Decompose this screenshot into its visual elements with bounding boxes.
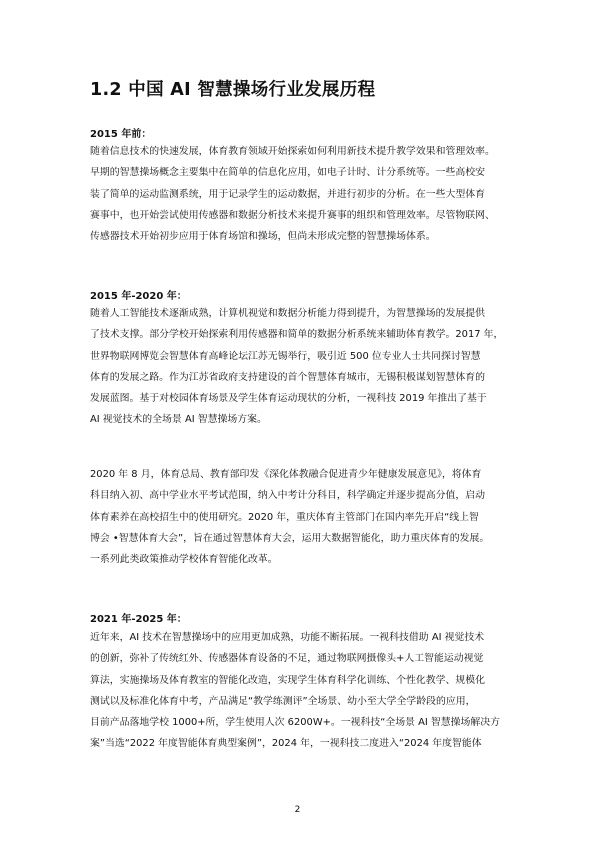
text-line: 了技术支撑。部分学校开始探索利用传感器和简单的数据分析系统来辅助体育教学。2017 年， (90, 329, 504, 341)
text-line: 博会 •智慧体育大会”，旨在通过智慧体育大会，运用大数据智能化，助力重庆体育的发展。 (90, 532, 490, 544)
text-line: AI 视觉技术的全场景 AI 智慧操场方案。 (90, 414, 267, 426)
text-line: 目前产品落地学校 1000+所，学生使用人次 6200W+。一视科技“全场景 AI 智慧操场解决方 (90, 717, 501, 729)
text-line: 的创新，弥补了传统红外、传感器体育设备的不足，通过物联网摄像头+人工智能运动视觉 (90, 653, 484, 665)
text-line: 赛事中，也开始尝试使用传感器和数据分析技术来提升赛事的组织和管理效率。尽管物联网、 (90, 209, 495, 221)
paragraph-2021-2025 (90, 627, 510, 755)
text-line: 随着信息技术的快速发展，体育教育领域开始探索如何利用新技术提升教学效果和管理效率。 (90, 146, 495, 157)
text-line: 算法，实施操场及体育教室的智能化改造，实现学生体育科学化训练、个性化教学、规模化 (90, 674, 486, 686)
section-heading-2021-2025: 2021 年-2025 年： (90, 614, 187, 625)
text-line: 发展蓝图。基于对校园体育场景及学生体育运动现状的分析，一视科技 2019 年推出了基于 (90, 393, 487, 405)
text-line: 体育素养在高校招生中的使用研究。2020 年，重庆体育主管部门在国内率先开启“线上智 (90, 511, 479, 523)
text-line: 科目纳入初、高中学业水平考试范围，纳入中考计分科目，科学确定并逐步提高分值，启动 (90, 490, 486, 502)
section-title: 1.2 中国 AI 智慧操场行业发展历程 (90, 80, 376, 100)
paragraph-pre-2015 (90, 141, 510, 247)
text-line: 体育的发展之路。作为江苏省政府支持建设的首个智慧体育城市，无锡积极谋划智慧体育的 (90, 371, 486, 383)
page-number: 2 (294, 805, 301, 815)
text-line: 随着人工智能技术逐渐成熟，计算机视觉和数据分析能力得到提升，为智慧操场的发展提供 (90, 308, 486, 319)
section-heading-2015-2020: 2015 年-2020 年： (90, 291, 187, 302)
text-line: 一系列此类政策推动学校体育智能化改革。 (90, 554, 278, 566)
text-line: 2020 年 8 月，体育总局、教育部印发《深化体教融合促进青少年健康发展意见》，将体育 (90, 469, 482, 480)
text-line: 装了简单的运动监测系统，用于记录学生的运动数据，并进行初步的分析。在一些大型体育 (90, 188, 486, 200)
section-heading-pre-2015: 2015 年前： (90, 129, 152, 140)
text-line: 测试以及标准化体育中考，产品满足“教学练测评”全场景、幼小至大学全学龄段的应用， (90, 695, 476, 707)
text-line: 世界物联网博览会智慧体育高峰论坛江苏无锡举行，吸引近 500 位专业人士共同探讨智慧 (90, 350, 481, 362)
paragraph-2015-2020-b (90, 464, 510, 570)
text-line: 传感器技术开始初步应用于体育场馆和操场，但尚未形成完整的智慧操场体系。 (90, 231, 436, 243)
paragraph-2015-2020-a (90, 303, 510, 431)
text-line: 案”当选“2022 年度智能体育典型案例”，2024 年，一视科技二度进入“2024 年度智能体 (90, 738, 482, 750)
text-line: 近年来，AI 技术在智慧操场中的应用更加成熟，功能不断拓展。一视科技借助 AI 视觉技术 (90, 632, 485, 643)
text-line: 早期的智慧操场概念主要集中在简单的信息化应用，如电子计时、计分系统等。一些高校安 (90, 167, 486, 179)
